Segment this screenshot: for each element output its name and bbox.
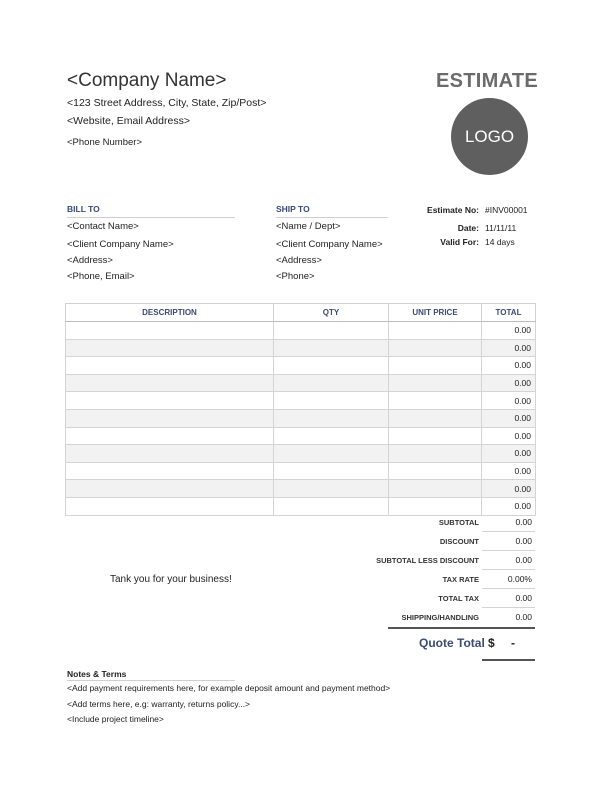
row-unit-price[interactable] (389, 374, 482, 392)
row-qty[interactable] (274, 409, 389, 427)
valid-for-value: 14 days (485, 237, 515, 247)
column-header-unit-price: UNIT PRICE (389, 304, 482, 322)
table-row (66, 357, 536, 375)
row-description[interactable] (66, 374, 274, 392)
shipping-value: 0.00 (515, 612, 532, 622)
tax-rate-value: 0.00% (507, 574, 532, 584)
row-description[interactable] (66, 409, 274, 427)
quote-total-top-rule (388, 627, 535, 629)
logo-placeholder (451, 98, 528, 175)
notes-rule (67, 680, 235, 681)
column-header-total: TOTAL (482, 304, 536, 322)
shipping-label: SHIPPING/HANDLING (401, 613, 479, 622)
row-unit-price[interactable] (389, 497, 482, 515)
row-description[interactable] (66, 445, 274, 463)
quote-total-label: Quote Total (419, 636, 485, 650)
row-unit-price[interactable] (389, 322, 482, 340)
row-total: 0.00 (482, 445, 536, 463)
row-unit-price[interactable] (389, 409, 482, 427)
row-total: 0.00 (482, 339, 536, 357)
company-web-email: <Website, Email Address> (67, 115, 190, 127)
subtotal-label: SUBTOTAL (438, 518, 479, 527)
tax-rate-rule (482, 588, 535, 589)
table-row (66, 480, 536, 498)
row-unit-price[interactable] (389, 462, 482, 480)
total-tax-rule (482, 607, 535, 608)
subtotal-rule (482, 531, 535, 532)
row-unit-price[interactable] (389, 392, 482, 410)
company-phone: <Phone Number> (67, 137, 142, 148)
ship-to-company: <Client Company Name> (276, 239, 383, 250)
table-row (66, 392, 536, 410)
bill-to-contact: <Contact Name> (67, 221, 139, 232)
estimate-no-value: #INV00001 (485, 205, 528, 215)
table-row (66, 427, 536, 445)
row-description[interactable] (66, 462, 274, 480)
row-total: 0.00 (482, 497, 536, 515)
total-tax-label: TOTAL TAX (438, 594, 479, 603)
row-description[interactable] (66, 427, 274, 445)
tax-rate-label: TAX RATE (442, 575, 479, 584)
total-tax-value: 0.00 (515, 593, 532, 603)
ship-to-rule (276, 217, 388, 218)
document-title: ESTIMATE (436, 70, 539, 92)
ship-to-name: <Name / Dept> (276, 221, 341, 232)
row-qty[interactable] (274, 339, 389, 357)
subtotal-less-discount-value: 0.00 (515, 555, 532, 565)
row-qty[interactable] (274, 462, 389, 480)
row-unit-price[interactable] (389, 339, 482, 357)
discount-label: DISCOUNT (439, 537, 479, 546)
row-description[interactable] (66, 357, 274, 375)
ship-to-address: <Address> (276, 255, 322, 266)
table-row (66, 409, 536, 427)
row-description[interactable] (66, 339, 274, 357)
subtotal-less-discount-label: SUBTOTAL LESS DISCOUNT (376, 556, 479, 565)
column-header-qty: QTY (274, 304, 389, 322)
quote-total-bottom-rule (482, 659, 535, 661)
row-total: 0.00 (482, 462, 536, 480)
subtotal-less-discount-rule (482, 569, 535, 570)
row-description[interactable] (66, 497, 274, 515)
row-qty[interactable] (274, 497, 389, 515)
row-unit-price[interactable] (389, 427, 482, 445)
bill-to-phone-email: <Phone, Email> (67, 271, 135, 282)
notes-line-terms: <Add terms here, e.g: warranty, returns policy...> (67, 699, 250, 709)
table-header-row (66, 304, 536, 322)
table-row (66, 339, 536, 357)
row-total: 0.00 (482, 357, 536, 375)
row-qty[interactable] (274, 392, 389, 410)
table-row (66, 322, 536, 340)
row-total: 0.00 (482, 480, 536, 498)
bill-to-address: <Address> (67, 255, 113, 266)
row-qty[interactable] (274, 322, 389, 340)
date-label: Date: (457, 223, 479, 233)
row-description[interactable] (66, 480, 274, 498)
notes-line-timeline: <Include project timeline> (67, 714, 164, 724)
notes-title: Notes & Terms (67, 669, 127, 679)
row-qty[interactable] (274, 445, 389, 463)
valid-for-label: Valid For: (440, 237, 479, 247)
logo-text: LOGO (464, 126, 515, 146)
table-row (66, 445, 536, 463)
row-unit-price[interactable] (389, 357, 482, 375)
row-qty[interactable] (274, 427, 389, 445)
row-unit-price[interactable] (389, 445, 482, 463)
estimate-no-label: Estimate No: (427, 205, 479, 215)
quote-total-value: - (511, 636, 515, 650)
bill-to-rule (67, 217, 235, 218)
quote-total-currency: $ (488, 636, 495, 650)
bill-to-title: BILL TO (67, 204, 100, 214)
table-row (66, 497, 536, 515)
company-name: <Company Name> (67, 70, 227, 91)
row-total: 0.00 (482, 374, 536, 392)
subtotal-value: 0.00 (515, 517, 532, 527)
thank-you-message: Tank you for your business! (110, 574, 232, 585)
line-items-table (65, 303, 536, 516)
discount-rule (482, 550, 535, 551)
row-total: 0.00 (482, 322, 536, 340)
ship-to-title: SHIP TO (276, 204, 310, 214)
date-value: 11/11/11 (485, 223, 517, 233)
table-row (66, 462, 536, 480)
discount-value: 0.00 (515, 536, 532, 546)
bill-to-company: <Client Company Name> (67, 239, 174, 250)
row-total: 0.00 (482, 392, 536, 410)
company-address: <123 Street Address, City, State, Zip/Post> (67, 97, 267, 109)
row-description[interactable] (66, 392, 274, 410)
notes-line-payment: <Add payment requirements here, for example deposit amount and payment method> (67, 683, 391, 693)
table-row (66, 374, 536, 392)
ship-to-phone: <Phone> (276, 271, 315, 282)
row-qty[interactable] (274, 480, 389, 498)
row-description[interactable] (66, 322, 274, 340)
row-unit-price[interactable] (389, 480, 482, 498)
column-header-description: DESCRIPTION (66, 304, 274, 322)
row-qty[interactable] (274, 357, 389, 375)
row-total: 0.00 (482, 427, 536, 445)
row-qty[interactable] (274, 374, 389, 392)
row-total: 0.00 (482, 409, 536, 427)
